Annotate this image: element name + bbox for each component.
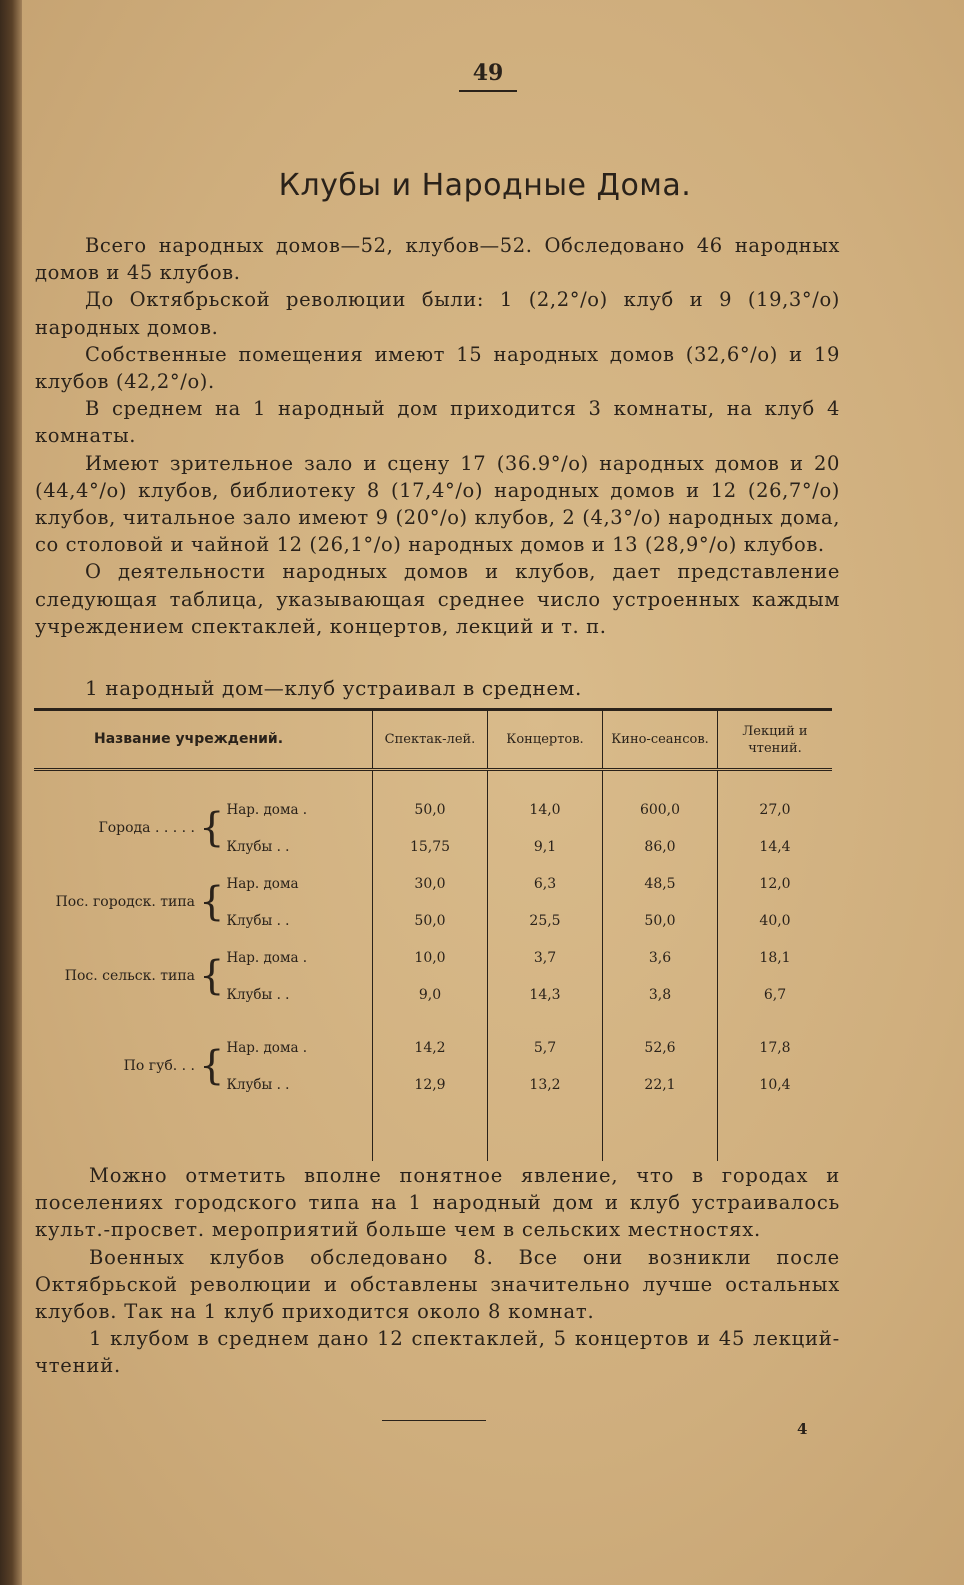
table-cell: 50,0 <box>373 902 488 939</box>
table-cell: 52,6 <box>603 1029 718 1066</box>
row-label: Нар. дома . <box>226 1039 308 1056</box>
table-cell: 12,0 <box>718 865 833 902</box>
conclusion-text <box>35 1162 840 1380</box>
table-cell: 17,8 <box>718 1029 833 1066</box>
group-label: По губ. . . <box>123 1058 195 1074</box>
brace-symbol: { <box>199 879 225 925</box>
table-cell: 50,0 <box>373 791 488 828</box>
table-cell: 10,0 <box>373 939 488 976</box>
book-spine-edge <box>0 0 22 1585</box>
table-cell: 9,0 <box>373 976 488 1013</box>
table-cell: 40,0 <box>718 902 833 939</box>
table-cell: 12,9 <box>373 1066 488 1103</box>
table-cell: 3,7 <box>488 939 603 976</box>
table-cell: 14,3 <box>488 976 603 1013</box>
group-label: Пос. городск. типа <box>55 894 195 910</box>
table-cell: 14,4 <box>718 828 833 865</box>
table-row <box>34 865 832 902</box>
activity-table <box>34 708 832 1161</box>
table-cell: 14,2 <box>373 1029 488 1066</box>
table-cell: 10,4 <box>718 1066 833 1103</box>
paragraph-military-clubs: Военных клубов обследовано 8. Все они возникли после Октябрьской революции и обставлены значительно лучше остальных клубов. Так на 1 клуб приходится около 8 комнат. <box>35 1245 840 1324</box>
table-cell: 25,5 <box>488 902 603 939</box>
paragraph-observation: Можно отметить вполне понятное явление, что в городах и поселениях городского типа на 1 народный дом и клуб устраивалось культ.-просвет. мероприятий больше чем в сельских местностях. <box>35 1164 840 1242</box>
table-cell: 30,0 <box>373 865 488 902</box>
table-caption: 1 народный дом—клуб устраивал в среднем. <box>85 676 582 700</box>
paragraph-military-averages: 1 клубом в среднем дано 12 спектаклей, 5 концертов и 45 лекций-чтений. <box>35 1327 840 1378</box>
table-row <box>34 1029 832 1066</box>
paragraph-pre-revolution: До Октябрьской революции были: 1 (2,2°/о) клуб и 9 (19,3°/о) народных домов. <box>35 288 840 339</box>
header-performances: Спектак-лей. <box>373 711 488 770</box>
table-cell: 600,0 <box>603 791 718 828</box>
row-label: Нар. дома . <box>226 801 308 818</box>
table-cell: 48,5 <box>603 865 718 902</box>
row-label: Нар. дома . <box>226 949 308 966</box>
row-label: Клубы . . <box>226 838 290 855</box>
table-cell: 9,1 <box>488 828 603 865</box>
paragraph-totals: Всего народных домов—52, клубов—52. Обследовано 46 народных домов и 45 клубов. <box>35 234 840 285</box>
table-header-row <box>34 711 832 770</box>
table-cell: 13,2 <box>488 1066 603 1103</box>
paragraph-facilities: Имеют зрительное зало и сцену 17 (36.9°/о) народных домов и 20 (44,4°/о) клубов, библиотеку 8 (17,4°/о) народных домов и 12 (26,7°/о) клубов, читальное зало имеют 9 (20°/о) клубов, 2 (4,3°/о) народных дома, со столовой и чайной 12 (26,1°/о) народных домов и 13 (28,9°/о) клубов. <box>35 451 840 557</box>
section-title: Клубы и Народные Дома. <box>278 168 692 203</box>
table-cell: 18,1 <box>718 939 833 976</box>
intro-text <box>35 232 840 640</box>
end-rule-divider <box>382 1420 486 1421</box>
row-label: Нар. дома <box>226 875 299 892</box>
group-label: Города . . . . . <box>98 820 195 836</box>
paragraph-rooms: В среднем на 1 народный дом приходится 3 комнаты, на клуб 4 комнаты. <box>35 397 840 448</box>
brace-symbol: { <box>199 953 225 999</box>
header-concerts: Концертов. <box>488 711 603 770</box>
header-institution-name: Название учреждений. <box>94 731 284 747</box>
table-row <box>34 791 832 828</box>
group-label: Пос. сельск. типа <box>64 968 195 984</box>
document-page <box>22 0 964 1585</box>
brace-symbol: { <box>199 805 225 851</box>
header-lectures: Лекций и чтений. <box>718 711 833 770</box>
table-cell: 3,8 <box>603 976 718 1013</box>
row-label: Клубы . . <box>226 986 290 1003</box>
table-cell: 22,1 <box>603 1066 718 1103</box>
page-number: 49 <box>12 60 964 92</box>
brace-symbol: { <box>199 1043 225 1089</box>
table-cell: 14,0 <box>488 791 603 828</box>
table-cell: 6,3 <box>488 865 603 902</box>
row-label: Клубы . . <box>226 912 290 929</box>
paragraph-table-intro: О деятельности народных домов и клубов, дает представление следующая таблица, указывающая среднее число устроенных каждым учреждением спектаклей, концертов, лекций и т. п. <box>35 560 840 638</box>
table-cell: 15,75 <box>373 828 488 865</box>
row-label: Клубы . . <box>226 1076 290 1093</box>
table-row <box>34 939 832 976</box>
table-cell: 27,0 <box>718 791 833 828</box>
table-cell: 50,0 <box>603 902 718 939</box>
signature-number: 4 <box>797 1420 808 1438</box>
header-cinema: Кино-сеансов. <box>603 711 718 770</box>
table-cell: 5,7 <box>488 1029 603 1066</box>
table-cell: 6,7 <box>718 976 833 1013</box>
table-cell: 86,0 <box>603 828 718 865</box>
paragraph-premises: Собственные помещения имеют 15 народных домов (32,6°/о) и 19 клубов (42,2°/о). <box>35 342 840 394</box>
table-cell: 3,6 <box>603 939 718 976</box>
